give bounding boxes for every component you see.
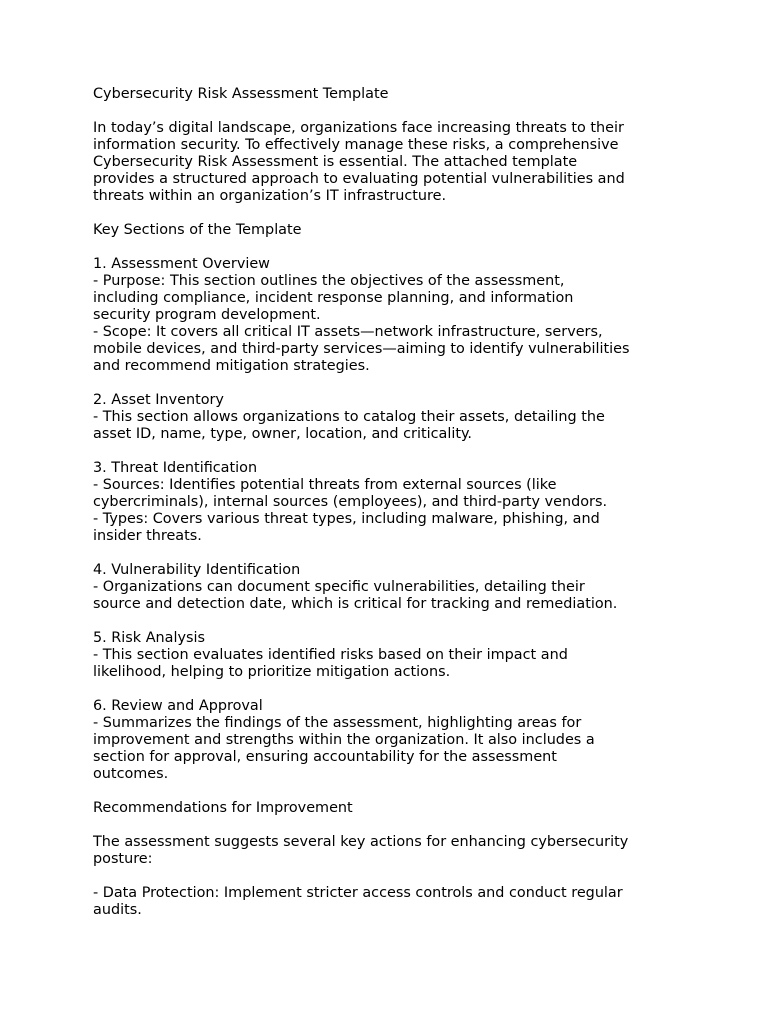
key-sections-heading (93, 222, 693, 239)
recommendation-line: audits. (93, 902, 142, 918)
section-line: - Scope: It covers all critical IT assets—network infrastructure, servers, (93, 324, 603, 340)
section-line: and recommend mitigation strategies. (93, 358, 370, 374)
section-line: outcomes. (93, 766, 169, 782)
section-line: including compliance, incident response planning, and information (93, 290, 574, 306)
section-line: cybercriminals), internal sources (employees), and third-party vendors. (93, 494, 608, 510)
document-page (93, 86, 693, 936)
section-heading: 2. Asset Inventory (93, 392, 224, 408)
recommendations-heading (93, 800, 693, 817)
section-line: mobile devices, and third-party services—aiming to identify vulnerabilities (93, 341, 630, 357)
recommendation-data-protection (93, 885, 693, 919)
section-line: - Purpose: This section outlines the objectives of the assessment, (93, 273, 565, 289)
section-line: insider threats. (93, 528, 202, 544)
section-line: likelihood, helping to prioritize mitigation actions. (93, 664, 451, 680)
section-line: improvement and strengths within the organization. It also includes a (93, 732, 595, 748)
section-line: - Organizations can document specific vulnerabilities, detailing their (93, 579, 585, 595)
section-assessment-overview (93, 256, 693, 375)
section-risk-analysis (93, 630, 693, 681)
intro-line: Cybersecurity Risk Assessment is essential. The attached template (93, 154, 578, 170)
section-threat-identification (93, 460, 693, 545)
title-line: Cybersecurity Risk Assessment Template (93, 86, 389, 102)
section-line: - This section allows organizations to catalog their assets, detailing the (93, 409, 605, 425)
section-line: - Sources: Identifies potential threats from external sources (like (93, 477, 557, 493)
intro-line: In today’s digital landscape, organizations face increasing threats to their (93, 120, 624, 136)
section-heading: 5. Risk Analysis (93, 630, 205, 646)
heading-line: Key Sections of the Template (93, 222, 302, 238)
recommendations-intro (93, 834, 693, 868)
section-line: - This section evaluates identified risks based on their impact and (93, 647, 568, 663)
section-heading: 1. Assessment Overview (93, 256, 270, 272)
section-heading: 3. Threat Identification (93, 460, 258, 476)
section-vulnerability-identification (93, 562, 693, 613)
heading-line: Recommendations for Improvement (93, 800, 353, 816)
section-line: security program development. (93, 307, 321, 323)
section-line: asset ID, name, type, owner, location, and criticality. (93, 426, 472, 442)
section-line: source and detection date, which is critical for tracking and remediation. (93, 596, 618, 612)
intro-line: threats within an organization’s IT infrastructure. (93, 188, 447, 204)
intro-line: posture: (93, 851, 153, 867)
section-heading: 4. Vulnerability Identification (93, 562, 301, 578)
recommendation-line: - Data Protection: Implement stricter access controls and conduct regular (93, 885, 623, 901)
intro-line: information security. To effectively manage these risks, a comprehensive (93, 137, 619, 153)
section-review-and-approval (93, 698, 693, 783)
section-heading: 6. Review and Approval (93, 698, 263, 714)
section-line: section for approval, ensuring accountability for the assessment (93, 749, 557, 765)
section-line: - Summarizes the findings of the assessment, highlighting areas for (93, 715, 582, 731)
intro-line: provides a structured approach to evaluating potential vulnerabilities and (93, 171, 625, 187)
section-asset-inventory (93, 392, 693, 443)
section-line: - Types: Covers various threat types, including malware, phishing, and (93, 511, 600, 527)
intro-line: The assessment suggests several key actions for enhancing cybersecurity (93, 834, 629, 850)
intro-paragraph (93, 120, 693, 205)
document-title (93, 86, 693, 103)
